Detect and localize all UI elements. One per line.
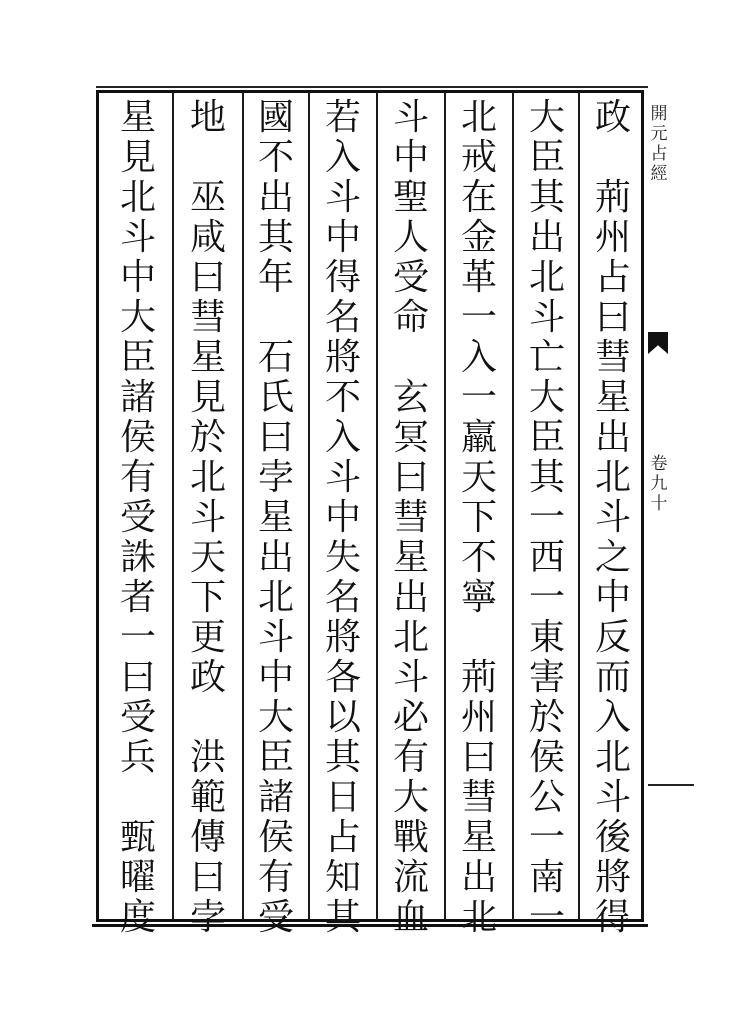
column-char: 侯 xyxy=(119,417,156,458)
column-char: 見 xyxy=(189,377,226,418)
text-column-6 xyxy=(246,97,306,938)
column-char: 羸 xyxy=(460,417,497,458)
column-char: 曰 xyxy=(257,417,294,458)
column-char: 命 xyxy=(392,297,429,338)
margin-book-title xyxy=(646,104,672,184)
column-char: 名 xyxy=(324,577,361,618)
column-char: 斗 xyxy=(189,497,226,538)
margin-char: 經 xyxy=(650,164,668,184)
column-char: 北 xyxy=(460,97,497,138)
column-char: 害 xyxy=(528,657,565,698)
column-char: 出 xyxy=(257,537,294,578)
column-char: 中 xyxy=(324,497,361,538)
column-char: 北 xyxy=(119,177,156,218)
column-char: 度 xyxy=(119,897,156,938)
text-column-2 xyxy=(517,97,577,938)
column-char: 曜 xyxy=(119,857,156,898)
column-char: 大 xyxy=(392,777,429,818)
column-char: 洪 xyxy=(189,737,226,778)
column-char: 荊 xyxy=(460,657,497,698)
column-char: 於 xyxy=(528,697,565,738)
margin-char: 卷 xyxy=(650,454,668,474)
margin-char: 元 xyxy=(650,124,668,144)
column-char: 一 xyxy=(460,297,497,338)
column-char: 寧 xyxy=(460,577,497,618)
column-char: 誅 xyxy=(119,537,156,578)
column-char: 甄 xyxy=(119,817,156,858)
column-char: 將 xyxy=(324,617,361,658)
column-char: 一 xyxy=(528,577,565,618)
column-divider xyxy=(444,92,446,920)
column-char: 一 xyxy=(119,617,156,658)
column-char: 其 xyxy=(257,217,294,258)
column-char: 曰 xyxy=(594,297,631,338)
column-char: 孛 xyxy=(189,897,226,938)
column-char: 將 xyxy=(324,337,361,378)
column-char: 政 xyxy=(594,97,631,138)
column-char: 天 xyxy=(460,457,497,498)
column-char: 若 xyxy=(324,97,361,138)
column-char: 人 xyxy=(392,217,429,258)
margin-volume xyxy=(646,454,672,514)
column-char: 北 xyxy=(528,257,565,298)
column-char: 有 xyxy=(257,857,294,898)
column-char: 曰 xyxy=(460,737,497,778)
column-char: 彗 xyxy=(594,337,631,378)
column-char: 星 xyxy=(189,337,226,378)
column-divider xyxy=(242,92,244,920)
text-column-7 xyxy=(178,97,238,938)
column-char: 下 xyxy=(189,577,226,618)
column-char: 受 xyxy=(119,497,156,538)
column-char: 革 xyxy=(460,257,497,298)
column-char: 大 xyxy=(119,297,156,338)
column-char: 聖 xyxy=(392,177,429,218)
column-char: 臣 xyxy=(119,337,156,378)
column-char: 得 xyxy=(594,897,631,938)
column-char: 曰 xyxy=(392,457,429,498)
column-char: 國 xyxy=(257,97,294,138)
column-char: 斗 xyxy=(257,617,294,658)
margin-char: 開 xyxy=(650,104,668,124)
column-char: 名 xyxy=(324,297,361,338)
column-char: 中 xyxy=(324,217,361,258)
column-char: 有 xyxy=(392,737,429,778)
column-divider xyxy=(512,92,514,920)
column-char xyxy=(595,138,631,178)
margin-char: 占 xyxy=(650,144,668,164)
column-char: 受 xyxy=(392,257,429,298)
column-char: 反 xyxy=(594,617,631,658)
column-char: 於 xyxy=(189,417,226,458)
column-char: 受 xyxy=(119,697,156,738)
column-char: 而 xyxy=(594,657,631,698)
column-char: 不 xyxy=(460,537,497,578)
column-char: 大 xyxy=(528,97,565,138)
column-char: 出 xyxy=(460,857,497,898)
column-char: 見 xyxy=(119,137,156,178)
column-char: 年 xyxy=(257,257,294,298)
column-char: 地 xyxy=(189,97,226,138)
column-char: 有 xyxy=(119,457,156,498)
column-char: 更 xyxy=(189,617,226,658)
column-char: 冥 xyxy=(392,417,429,458)
column-char: 北 xyxy=(392,617,429,658)
column-char: 北 xyxy=(594,457,631,498)
column-char: 大 xyxy=(257,697,294,738)
column-divider xyxy=(578,92,580,920)
column-char xyxy=(120,778,156,818)
column-char: 星 xyxy=(594,377,631,418)
column-char: 受 xyxy=(257,897,294,938)
column-char: 南 xyxy=(528,857,565,898)
column-char: 下 xyxy=(460,497,497,538)
column-char: 之 xyxy=(594,537,631,578)
column-char: 諸 xyxy=(119,377,156,418)
column-char: 各 xyxy=(324,657,361,698)
column-char: 臣 xyxy=(528,417,565,458)
column-char: 必 xyxy=(392,697,429,738)
column-char: 荊 xyxy=(594,177,631,218)
column-char: 其 xyxy=(324,897,361,938)
column-char: 出 xyxy=(392,577,429,618)
column-char: 星 xyxy=(460,817,497,858)
column-char: 斗 xyxy=(324,177,361,218)
column-char: 入 xyxy=(324,417,361,458)
column-char: 戒 xyxy=(460,137,497,178)
column-char: 石 xyxy=(257,337,294,378)
column-char: 諸 xyxy=(257,777,294,818)
column-char: 星 xyxy=(392,537,429,578)
column-char: 後 xyxy=(594,817,631,858)
column-char: 東 xyxy=(528,617,565,658)
column-char: 政 xyxy=(189,657,226,698)
column-char: 巫 xyxy=(189,177,226,218)
column-char: 範 xyxy=(189,777,226,818)
column-char: 孛 xyxy=(257,457,294,498)
column-char xyxy=(461,618,497,658)
column-char: 斗 xyxy=(528,297,565,338)
column-char: 星 xyxy=(257,497,294,538)
column-char: 占 xyxy=(324,817,361,858)
column-char: 北 xyxy=(257,577,294,618)
column-char: 曰 xyxy=(189,257,226,298)
column-char: 天 xyxy=(189,537,226,578)
column-char: 不 xyxy=(257,137,294,178)
column-char: 其 xyxy=(324,737,361,778)
column-char: 一 xyxy=(528,817,565,858)
column-char: 州 xyxy=(594,217,631,258)
column-char: 流 xyxy=(392,857,429,898)
column-char: 在 xyxy=(460,177,497,218)
column-char: 一 xyxy=(528,497,565,538)
column-char: 侯 xyxy=(528,737,565,778)
column-char: 出 xyxy=(257,177,294,218)
column-char: 彗 xyxy=(392,497,429,538)
column-char: 斗 xyxy=(324,457,361,498)
column-char: 北 xyxy=(460,897,497,938)
column-char: 占 xyxy=(594,257,631,298)
column-char: 斗 xyxy=(119,217,156,258)
column-char: 入 xyxy=(324,137,361,178)
column-char: 一 xyxy=(460,377,497,418)
column-char: 侯 xyxy=(257,817,294,858)
column-char: 州 xyxy=(460,697,497,738)
column-char: 曰 xyxy=(119,657,156,698)
column-char: 氏 xyxy=(257,377,294,418)
text-column-1 xyxy=(583,97,643,938)
column-char: 咸 xyxy=(189,217,226,258)
text-column-4 xyxy=(381,97,441,938)
column-char: 斗 xyxy=(392,657,429,698)
margin-char: 九 xyxy=(650,474,668,494)
column-char: 大 xyxy=(528,377,565,418)
column-char: 中 xyxy=(257,657,294,698)
column-char: 臣 xyxy=(528,137,565,178)
column-char: 中 xyxy=(392,137,429,178)
column-char: 斗 xyxy=(392,97,429,138)
column-char: 中 xyxy=(119,257,156,298)
column-char: 知 xyxy=(324,857,361,898)
column-char: 北 xyxy=(594,737,631,778)
column-char: 亡 xyxy=(528,337,565,378)
text-column-3 xyxy=(449,97,509,938)
column-char: 血 xyxy=(392,897,429,938)
margin-char: 十 xyxy=(650,494,668,514)
column-char xyxy=(393,338,429,378)
edge-mark xyxy=(648,784,694,786)
column-char: 兵 xyxy=(119,737,156,778)
column-char: 北 xyxy=(189,457,226,498)
column-char: 彗 xyxy=(460,777,497,818)
column-char: 星 xyxy=(119,97,156,138)
column-char: 入 xyxy=(460,337,497,378)
column-char: 者 xyxy=(119,577,156,618)
column-char: 傳 xyxy=(189,817,226,858)
column-char: 臣 xyxy=(257,737,294,778)
column-divider xyxy=(376,92,378,920)
column-char: 不 xyxy=(324,377,361,418)
column-char: 日 xyxy=(324,777,361,818)
column-char: 斗 xyxy=(594,497,631,538)
column-char: 其 xyxy=(528,457,565,498)
column-char: 玄 xyxy=(392,377,429,418)
column-char: 斗 xyxy=(594,777,631,818)
column-char: 西 xyxy=(528,537,565,578)
column-char: 彗 xyxy=(189,297,226,338)
text-column-8 xyxy=(108,97,168,938)
column-char xyxy=(190,138,226,178)
column-char: 得 xyxy=(324,257,361,298)
text-column-5 xyxy=(313,97,373,938)
column-char: 一 xyxy=(528,897,565,938)
column-char xyxy=(258,298,294,338)
column-char: 入 xyxy=(594,697,631,738)
column-char: 其 xyxy=(528,177,565,218)
column-char xyxy=(190,698,226,738)
column-char: 中 xyxy=(594,577,631,618)
column-char: 金 xyxy=(460,217,497,258)
column-char: 戰 xyxy=(392,817,429,858)
column-char: 以 xyxy=(324,697,361,738)
column-char: 將 xyxy=(594,857,631,898)
column-divider xyxy=(308,92,310,920)
column-char: 曰 xyxy=(189,857,226,898)
column-char: 出 xyxy=(528,217,565,258)
column-char: 公 xyxy=(528,777,565,818)
column-char: 出 xyxy=(594,417,631,458)
column-char: 失 xyxy=(324,537,361,578)
frame-top-rule xyxy=(96,86,648,88)
